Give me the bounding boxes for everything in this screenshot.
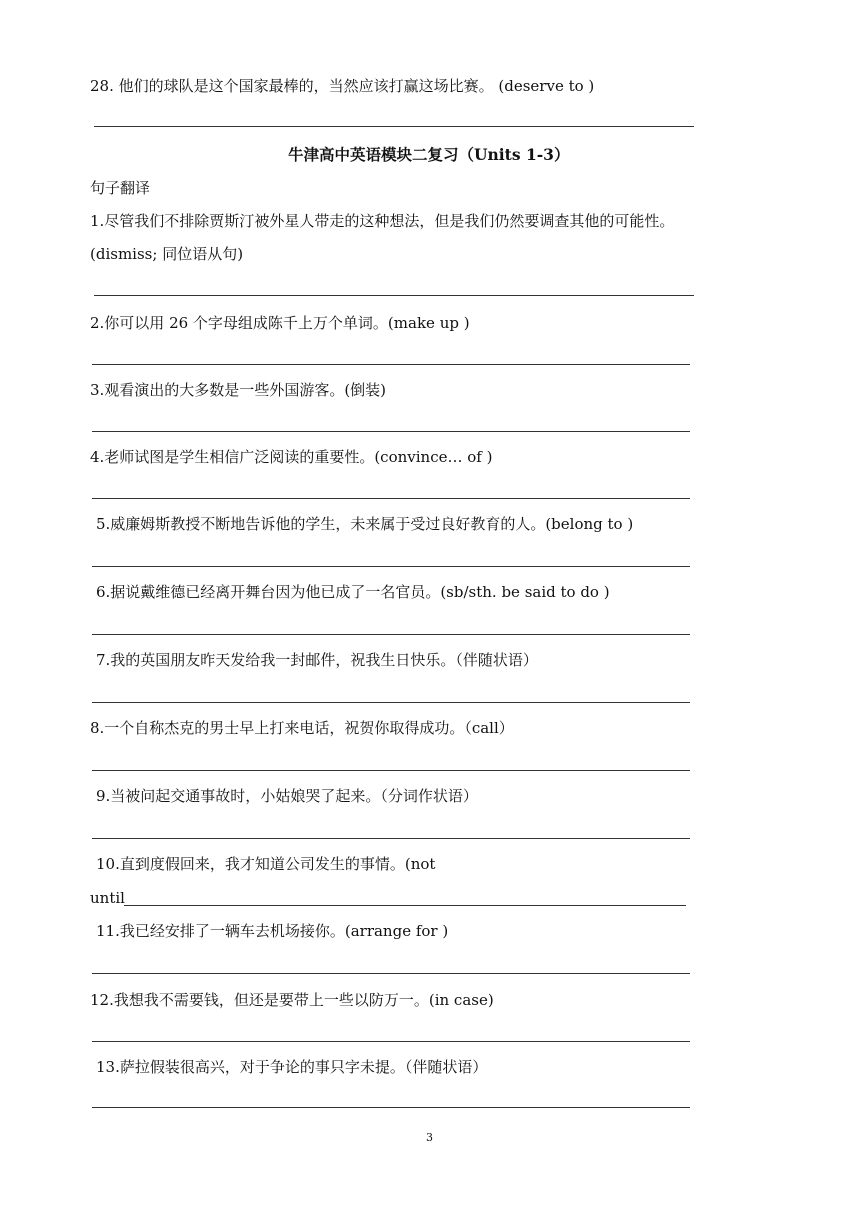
- question-2: 2.你可以用 26 个字母组成陈千上万个单词。(make up ): [90, 314, 470, 332]
- question-1-line2: (dismiss; 同位语从句): [90, 245, 244, 263]
- question-12: 12.我想我不需要钱，但还是要带上一些以防万一。(in case): [90, 991, 494, 1009]
- question-8: 8.一个自称杰克的男士早上打来电话，祝贺你取得成功。（call）: [90, 719, 514, 737]
- question-6: 6.据说戴维德已经离开舞台因为他已成了一名官员。(sb/sth. be said to do ): [96, 583, 610, 601]
- answer-line-2: [92, 364, 690, 365]
- question-10-line1: 10.直到度假回来，我才知道公司发生的事情。(not: [96, 855, 436, 873]
- answer-line-11: [92, 973, 690, 974]
- answer-line-8: [92, 770, 690, 771]
- question-10-line2: until: [90, 889, 125, 907]
- page-title: 牛津高中英语模块二复习（Units 1-3）: [288, 145, 570, 164]
- answer-line-7: [92, 702, 690, 703]
- question-4: 4.老师试图是学生相信广泛阅读的重要性。(convince… of ): [90, 448, 493, 466]
- question-28: 28. 他们的球队是这个国家最棒的，当然应该打赢这场比赛。 (deserve to ): [90, 77, 595, 95]
- answer-line-6: [92, 634, 690, 635]
- answer-line-9: [92, 838, 690, 839]
- answer-line-12: [92, 1041, 690, 1042]
- question-13: 13.萨拉假装很高兴，对于争论的事只字未提。（伴随状语）: [96, 1058, 488, 1076]
- answer-line-4: [92, 498, 690, 499]
- answer-line-13: [92, 1107, 690, 1108]
- page-number: 3: [426, 1131, 433, 1144]
- answer-line-10: [124, 905, 686, 906]
- answer-line-28: [94, 126, 694, 127]
- section-heading: 句子翻译: [90, 179, 151, 197]
- question-9: 9.当被问起交通事故时，小姑娘哭了起来。（分词作状语）: [96, 787, 478, 805]
- answer-line-1: [94, 295, 694, 296]
- answer-line-3: [92, 431, 690, 432]
- question-7: 7.我的英国朋友昨天发给我一封邮件，祝我生日快乐。（伴随状语）: [96, 651, 538, 669]
- answer-line-5: [92, 566, 690, 567]
- question-3: 3.观看演出的大多数是一些外国游客。(倒装): [90, 381, 387, 399]
- question-5: 5.威廉姆斯教授不断地告诉他的学生，未来属于受过良好教育的人。(belong to ): [96, 515, 634, 533]
- question-11: 11.我已经安排了一辆车去机场接你。(arrange for ): [96, 922, 449, 940]
- question-1-line1: 1.尽管我们不排除贾斯汀被外星人带走的这种想法，但是我们仍然要调查其他的可能性。: [90, 212, 675, 230]
